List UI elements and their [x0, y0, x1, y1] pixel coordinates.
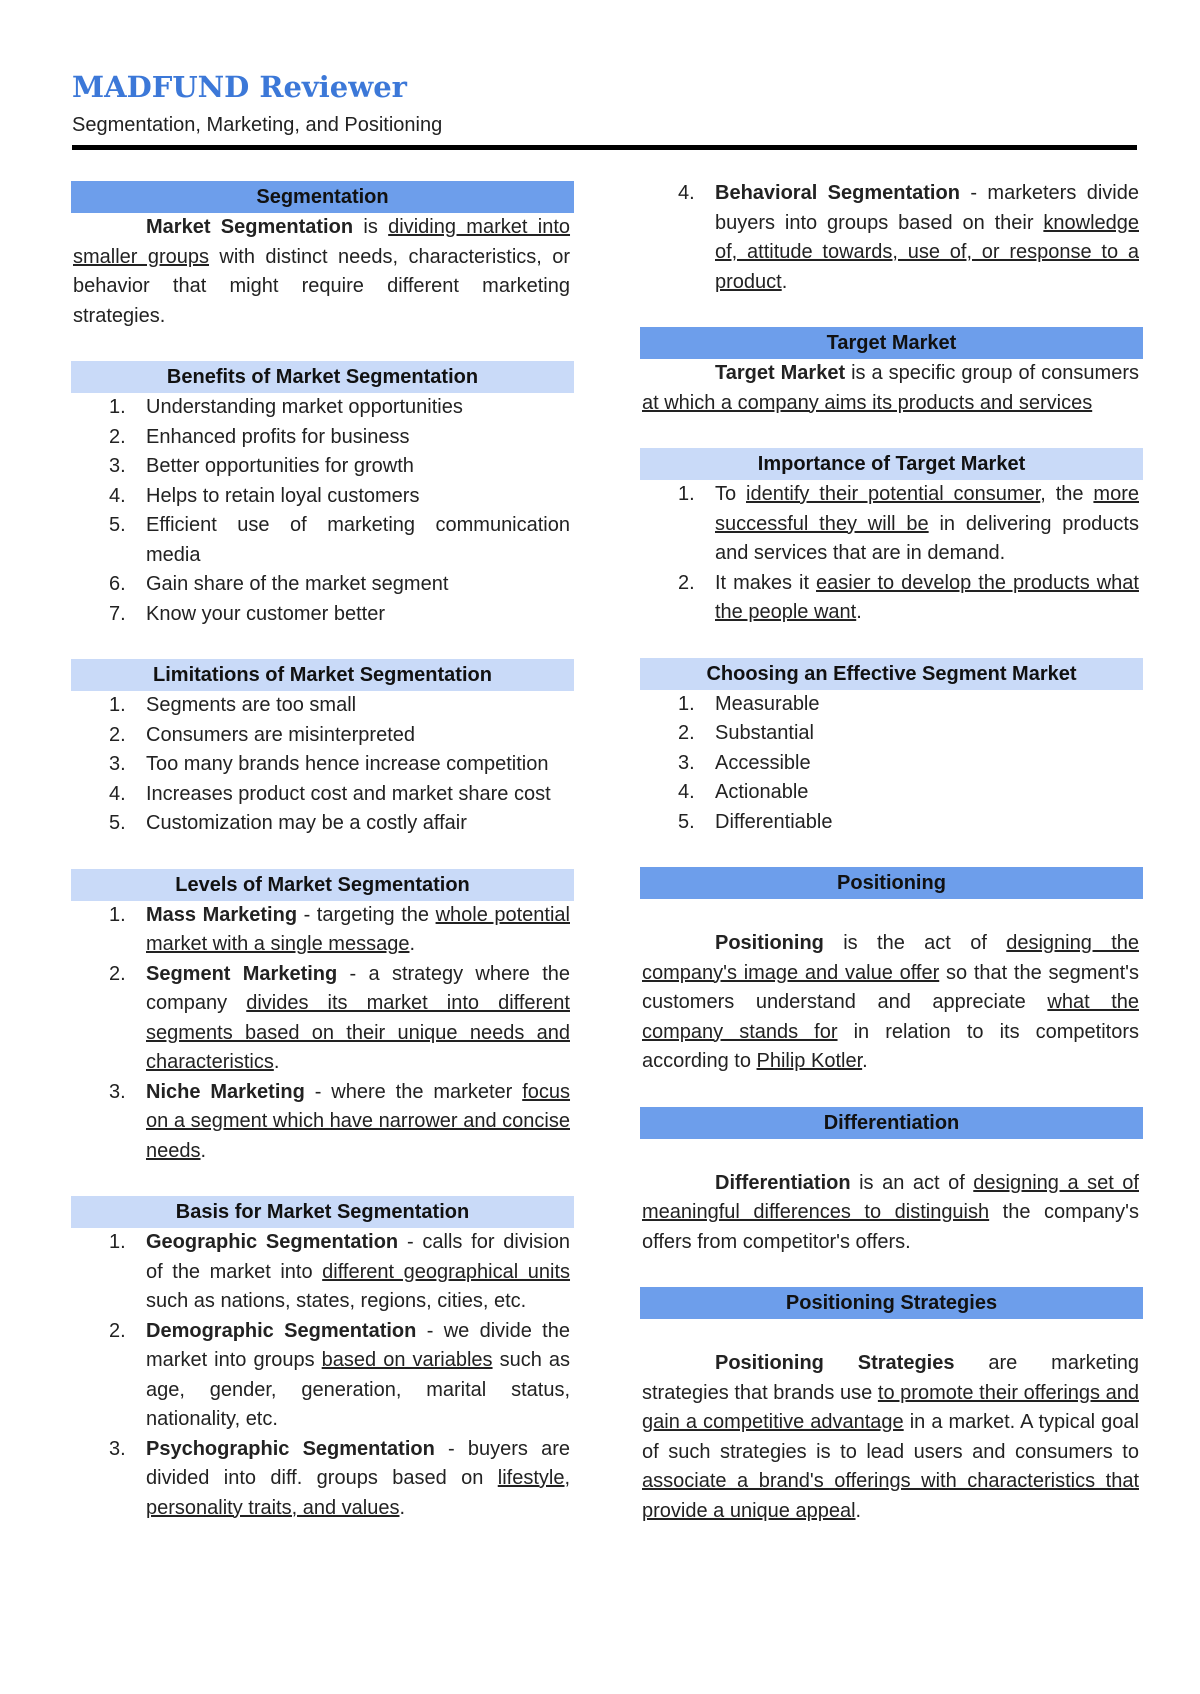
importance-heading: Importance of Target Market [640, 448, 1143, 480]
importance-list [640, 480, 1143, 628]
list-item: 1. To identify their potential consumer, the more successful they will be in delivering products and services that are in demand. [678, 483, 1139, 564]
list-item: 4. Increases product cost and market share cost [109, 782, 551, 805]
limitations-list [71, 691, 574, 839]
benefits-list [71, 393, 574, 629]
positioning-paragraph: Positioning is the act of designing the company's image and value offer so that the segment's customers understand and appreciate what the company stands for in relation to its competitors according to Philip Kotler. [642, 932, 1140, 1072]
list-item: 3. Too many brands hence increase competition [109, 753, 549, 775]
positioning-strategies-paragraph: Positioning Strategies are marketing strategies that brands use to promote their offerings and gain a competitive advantage in a market. A typical goal of such strategies is to lead users and consumers to associate a brand's offerings with characteristics that provide a unique appeal. [642, 1352, 1139, 1522]
differentiation-heading: Differentiation [640, 1107, 1143, 1139]
document-title: MADFUND Reviewer [72, 70, 407, 104]
list-item: 5. Differentiable [678, 810, 833, 833]
list-item: 1. Geographic Segmentation - calls for division of the market into different geographical units such as nations, states, regions, cities, etc. [109, 1231, 571, 1312]
limitations-heading: Limitations of Market Segmentation [71, 659, 574, 691]
positioning-strategies-heading: Positioning Strategies [640, 1287, 1143, 1319]
list-item: 1. Mass Marketing - targeting the whole potential market with a single message. [109, 903, 570, 955]
target-market-heading: Target Market [640, 327, 1143, 359]
list-item: 1. Segments are too small [109, 694, 357, 716]
list-item: 2. Segment Marketing - a strategy where the company divides its market into different segments based on their unique needs and characteristics. [109, 962, 571, 1073]
list-item: 4. Actionable [678, 781, 809, 803]
list-item: 1. Understanding market opportunities [109, 396, 463, 418]
list-item: 5. Efficient use of marketing communication media [109, 514, 570, 566]
positioning-heading: Positioning [640, 867, 1143, 899]
list-item: 3. Psychographic Segmentation - buyers are divided into diff. groups based on lifestyle, personality traits, and values. [109, 1437, 570, 1519]
list-item: 3. Niche Marketing - where the marketer focus on a segment which have narrower and concise needs. [109, 1080, 571, 1162]
list-item: 3. Better opportunities for growth [109, 455, 414, 477]
basis-list-continued [640, 179, 1143, 297]
differentiation-paragraph: Differentiation is an act of designing a set of meaningful differences to distinguish the company's offers from competitor's offers. [642, 1171, 1140, 1253]
levels-heading: Levels of Market Segmentation [71, 869, 574, 901]
levels-list [71, 901, 574, 1167]
title-divider [72, 145, 1137, 150]
list-item: 4. Helps to retain loyal customers [109, 484, 420, 507]
list-item: 6. Gain share of the market segment [109, 573, 449, 595]
basis-list [71, 1228, 574, 1523]
target-market-paragraph: Target Market is a specific group of consumers at which a company aims its products and services [642, 362, 1139, 414]
benefits-heading: Benefits of Market Segmentation [71, 361, 574, 393]
list-item: 2. Demographic Segmentation - we divide the market into groups based on variables such as age, gender, generation, marital status, nationality, etc. [109, 1319, 571, 1430]
list-item: 1. Measurable [678, 692, 820, 715]
basis-heading: Basis for Market Segmentation [71, 1196, 574, 1228]
list-item: 5. Customization may be a costly affair [109, 812, 467, 834]
segmentation-heading: Segmentation [71, 181, 574, 213]
list-item: 2. Substantial [678, 722, 814, 744]
document-subtitle: Segmentation, Marketing, and Positioning [72, 114, 443, 136]
left-column [71, 181, 574, 1523]
list-item: 2. Enhanced profits for business [109, 425, 410, 448]
segmentation-paragraph: Market Segmentation is dividing market into smaller groups with distinct needs, characteristics, or behavior that might require different marketing strategies. [73, 216, 571, 327]
list-item: 7. Know your customer better [109, 602, 385, 625]
right-column [640, 179, 1143, 1526]
choosing-list [640, 690, 1143, 838]
list-item: 2. Consumers are misinterpreted [109, 723, 415, 746]
list-item: 3. Accessible [678, 751, 811, 774]
list-item: 2. It makes it easier to develop the products what the people want. [678, 571, 1139, 623]
choosing-heading: Choosing an Effective Segment Market [640, 658, 1143, 690]
list-item: 4. Behavioral Segmentation - marketers divide buyers into groups based on their knowledge of, attitude towards, use of, or response to a product. [678, 182, 1139, 293]
